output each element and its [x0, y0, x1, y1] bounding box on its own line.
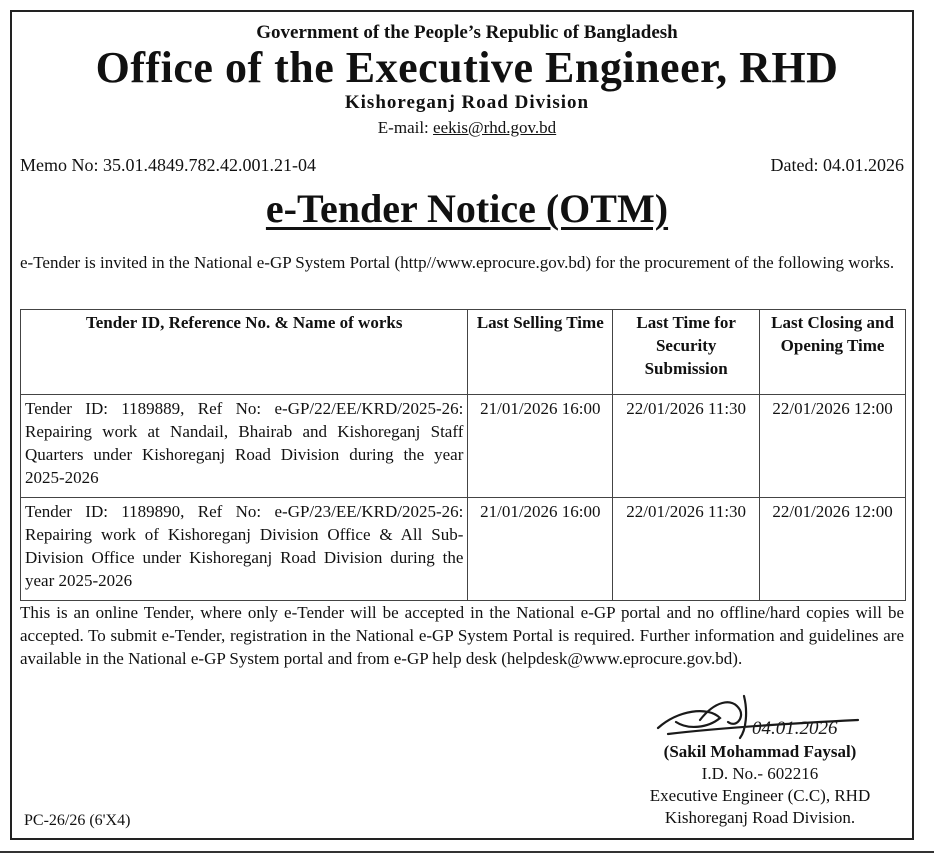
table-header-row — [21, 310, 906, 395]
signatory-name: (Sakil Mohammad Faysal) — [663, 742, 857, 761]
signatory-id: I.D. No.- 602216 — [701, 764, 819, 783]
memo-date: Dated: 04.01.2026 — [770, 155, 904, 175]
cell-works: Tender ID: 1189889, Ref No: e-GP/22/EE/KRD/2025-26: Repairing work at Nandail, Bhairab and Kishoreganj Staff Quarters under Kishoreganj Road Division during the year 2025-2026 — [21, 395, 468, 498]
office-title: Office of the Executive Engineer, RHD — [95, 43, 839, 92]
email-link[interactable]: eekis@rhd.gov.bd — [433, 118, 557, 137]
signatory-designation: Executive Engineer (C.C), RHD — [649, 786, 871, 805]
cell-closing-time: 22/01/2026 12:00 — [760, 395, 906, 498]
tender-table — [20, 309, 906, 601]
handwritten-date: 04.01.2026 — [752, 718, 838, 739]
email-label: E-mail: — [377, 118, 429, 137]
table-row — [21, 395, 906, 498]
header-closing-time: Last Closing and Opening Time — [760, 310, 906, 395]
email-line — [0, 118, 934, 138]
cell-selling-time: 21/01/2026 16:00 — [468, 395, 613, 498]
header-security-time: Last Time for Security Submission — [613, 310, 760, 395]
cell-security-time: 22/01/2026 11:30 — [613, 498, 760, 601]
header-selling-time: Last Selling Time — [468, 310, 613, 395]
cell-closing-time: 22/01/2026 12:00 — [760, 498, 906, 601]
notice-title-text: e-Tender Notice (OTM) — [265, 186, 669, 231]
memo-number: Memo No: 35.01.4849.782.42.001.21-04 — [20, 155, 316, 175]
cell-security-time: 22/01/2026 11:30 — [613, 395, 760, 498]
intro-paragraph: e-Tender is invited in the National e-GP System Portal (http//www.eprocure.gov.bd) for the procurement of the following works. — [20, 253, 895, 272]
government-line: Government of the People’s Republic of Bangladesh — [256, 22, 678, 43]
signature-block — [620, 741, 900, 829]
cell-selling-time: 21/01/2026 16:00 — [468, 498, 613, 601]
table-row — [21, 498, 906, 601]
notice-title — [0, 185, 934, 232]
footer-code: PC-26/26 (6'X4) — [24, 812, 131, 829]
signatory-division: Kishoreganj Road Division. — [664, 808, 856, 827]
bottom-divider — [0, 851, 934, 853]
division-name: Kishoreganj Road Division — [344, 92, 590, 113]
info-paragraph: This is an online Tender, where only e-Tender will be accepted in the National e-GP portal and no offline/hard copies will be accepted. To submit e-Tender, registration in the National e-GP System Portal is required. Further information and guidelines are available in the National e-GP System portal and from e-GP help desk (helpdesk@www.eprocure.gov.bd). — [20, 603, 904, 668]
header-works: Tender ID, Reference No. & Name of works — [21, 310, 468, 395]
handwritten-signature — [648, 692, 878, 744]
cell-works: Tender ID: 1189890, Ref No: e-GP/23/EE/KRD/2025-26: Repairing work of Kishoreganj Division Office & All Sub-Division Office under Kishoreganj Road Division during the year 2025-2026 — [21, 498, 468, 601]
